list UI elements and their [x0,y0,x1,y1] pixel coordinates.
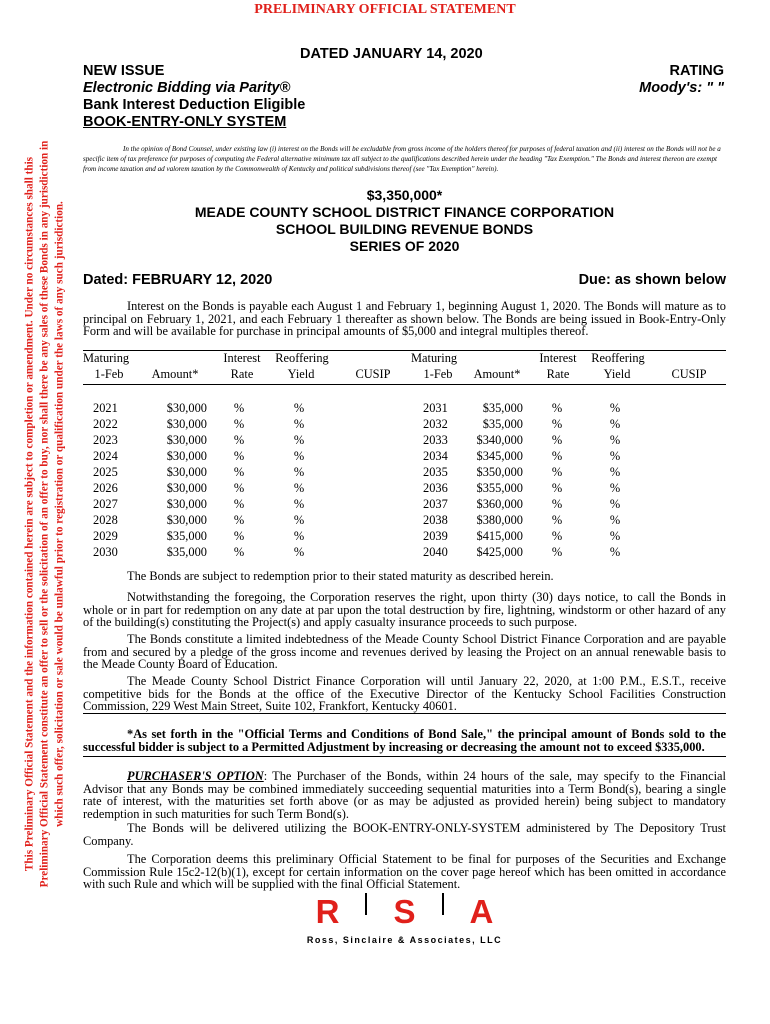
table-row [83,497,726,513]
table-cell-right-yield: % [609,545,621,559]
indebtedness-text: The Bonds constitute a limited indebtedness of the Meade County School District Finance Corporation and are payable from and secured by a pledge of the gross income and revenues derived by leasing the Project on an annual renewable basis to the Meade County Board of Education. [83,632,726,671]
table-cell-right-amount: $350,000 [476,465,523,479]
logo-letter-a: A [469,893,494,930]
table-header-bottom-cell: Yield [287,367,315,381]
notwithstanding-text: Notwithstanding the foregoing, the Corporation reserves the right, upon thirty (30) days notice, to call the Bonds in whole or in part for redemption on any date at par upon the total destruction by fire, lightning, windstorm or other hazard of any of the building(s) constituting the Project(s) and apply casualty insurance proceeds to such purpose. [83,590,726,629]
table-cell-left-year: 2026 [93,481,118,495]
purchaser-option-label: PURCHASER'S OPTION [127,769,264,783]
table-header-bottom-cell: 1-Feb [423,367,453,381]
table-header-bottom-cell: Rate [230,367,254,381]
table-cell-right-amount: $35,000 [482,417,523,431]
table-cell-right-rate: % [551,401,563,415]
table-cell-left-rate: % [233,497,245,511]
table-cell-right-yield: % [609,401,621,415]
table-header-top [83,351,726,367]
table-header-bottom-cell: 1-Feb [94,367,124,381]
table-header-bottom-cell: CUSIP [671,367,707,381]
table-cell-left-yield: % [293,465,305,479]
table-cell-left-rate: % [233,417,245,431]
table-cell-left-year: 2022 [93,417,118,431]
table-row [83,417,726,433]
table-cell-left-rate: % [233,433,245,447]
table-cell-left-yield: % [293,433,305,447]
table-header-bottom [83,367,726,385]
logo-divider-1 [365,893,367,915]
bond-name: SCHOOL BUILDING REVENUE BONDS [275,221,534,237]
table-header-bottom-cell: Yield [603,367,631,381]
table-cell-left-amount: $30,000 [166,417,207,431]
issuer-name: MEADE COUNTY SCHOOL DISTRICT FINANCE CORPORATION [194,204,615,220]
table-cell-left-year: 2030 [93,545,118,559]
table-cell-left-amount: $35,000 [166,545,207,559]
table-cell-right-amount: $415,000 [476,529,523,543]
indebtedness-paragraph [83,633,726,671]
table-cell-right-yield: % [609,497,621,511]
table-cell-right-year: 2032 [423,417,448,431]
table-cell-left-rate: % [233,465,245,479]
table-cell-left-yield: % [293,513,305,527]
table-cell-right-year: 2031 [423,401,448,415]
table-cell-right-rate: % [551,545,563,559]
table-header-bottom-cell: Rate [546,367,570,381]
moodys-rating: Moody's: " " [639,80,724,96]
adjustment-paragraph [83,728,726,753]
interest-paragraph [83,300,726,338]
table-header-top-cell: Interest [539,351,577,365]
table-cell-right-year: 2038 [423,513,448,527]
table-header-top-cell: Reoffering [275,351,329,365]
logo-letter-s: S [393,893,416,930]
table-cell-right-amount: $380,000 [476,513,523,527]
table-cell-right-year: 2039 [423,529,448,543]
principal-amount: $3,350,000* [366,187,443,203]
table-cell-right-rate: % [551,449,563,463]
table-cell-right-yield: % [609,465,621,479]
table-row [83,465,726,481]
table-cell-right-rate: % [551,417,563,431]
header-left [83,63,305,131]
table-cell-right-year: 2036 [423,481,448,495]
table-cell-right-rate: % [551,513,563,527]
final-text: The Corporation deems this preliminary Official Statement to be final for purposes of the Securities and Exchange Commission Rule 15c2-12(b)(1), except for certain information on the cover page hereof which has been omitted in accordance with such Rule and which will be supplied with the final Official Statement. [83,852,726,891]
table-header-top-cell: Interest [223,351,261,365]
book-entry-label: BOOK-ENTRY-ONLY SYSTEM [83,114,287,130]
table-cell-right-year: 2037 [423,497,448,511]
table-cell-left-yield: % [293,449,305,463]
table-cell-right-rate: % [551,433,563,447]
table-cell-left-yield: % [293,481,305,495]
final-paragraph [83,853,726,891]
table-header-top-cell: Reoffering [591,351,645,365]
table-cell-left-rate: % [233,481,245,495]
table-cell-right-amount: $345,000 [476,449,523,463]
table-header-top-cell: Maturing [83,351,130,365]
table-cell-left-yield: % [293,529,305,543]
table-cell-right-rate: % [551,481,563,495]
table-cell-right-amount: $425,000 [476,545,523,559]
maturity-table [83,350,726,561]
table-cell-right-rate: % [551,465,563,479]
table-cell-left-amount: $30,000 [166,401,207,415]
tax-opinion-text: In the opinion of Bond Counsel, under existing law (i) interest on the Bonds will be excludable from gross income of the holders thereof for purposes of federal taxation and (ii) interest on the Bonds will not be a specific item of tax preference for purposes of computing the Federal alternative minimum tax all subject to the qualifications described herein under the heading "Tax Exemption." The Bonds and interest thereon are exempt from income taxation and ad valorem taxation by the Commonwealth of Kentucky and political subdivisions thereof (see "Tax Exemption" herein). [83,145,721,173]
table-cell-left-year: 2028 [93,513,118,527]
dtc-paragraph [83,822,726,847]
table-cell-left-year: 2023 [93,433,118,447]
logo-divider-2 [442,893,444,915]
table-header-top-cell: Maturing [411,351,458,365]
table-row [83,449,726,465]
logo-letter-r: R [315,893,340,930]
table-cell-left-amount: $30,000 [166,481,207,495]
table-cell-right-rate: % [551,529,563,543]
dated-line: DATED JANUARY 14, 2020 [300,46,483,62]
dtc-text: The Bonds will be delivered utilizing the BOOK-ENTRY-ONLY-SYSTEM administered by The Depository Trust Company. [83,821,726,848]
table-cell-left-yield: % [293,545,305,559]
series-name: SERIES OF 2020 [349,238,460,254]
rsa-logo-name: Ross, Sinclaire & Associates, LLC [306,935,503,945]
table-cell-left-yield: % [293,497,305,511]
table-cell-left-rate: % [233,513,245,527]
divider-top [83,713,726,714]
table-cell-left-year: 2021 [93,401,118,415]
bidding-label: Electronic Bidding via Parity® [83,80,291,96]
rsa-logo-letters [83,893,726,931]
table-cell-left-year: 2029 [93,529,118,543]
due-date: Due: as shown below [578,272,726,288]
table-cell-left-year: 2027 [93,497,118,511]
table-cell-right-yield: % [609,529,621,543]
dated-date: Dated: FEBRUARY 12, 2020 [83,272,273,288]
table-cell-left-amount: $30,000 [166,497,207,511]
title-block [83,187,726,255]
redemption-text: The Bonds are subject to redemption prior to their stated maturity as described herein. [127,569,554,583]
table-cell-right-amount: $355,000 [476,481,523,495]
redemption-paragraph [83,570,726,583]
table-cell-left-yield: % [293,417,305,431]
table-cell-left-rate: % [233,545,245,559]
preliminary-banner: PRELIMINARY OFFICIAL STATEMENT [254,2,516,17]
bank-eligible-label: Bank Interest Deduction Eligible [83,97,306,113]
rsa-logo [83,893,726,945]
table-cell-right-year: 2040 [423,545,448,559]
sidebar-disclaimer [14,128,76,900]
table-cell-right-yield: % [609,481,621,495]
table-header-bottom-cell: CUSIP [355,367,391,381]
table-cell-right-yield: % [609,449,621,463]
table-row [83,513,726,529]
table-cell-left-rate: % [233,401,245,415]
table-cell-right-amount: $340,000 [476,433,523,447]
bids-text: The Meade County School District Finance Corporation will until January 22, 2020, at 1:00 P.M., E.S.T., receive competitive bids for the Bonds at the office of the Executive Director of the Kentucky School Facilities Construction Commission, 229 West Main Street, Suite 102, Frankfort, Kentucky 40601. [83,674,726,713]
new-issue-label: NEW ISSUE [83,63,165,79]
table-cell-left-yield: % [293,401,305,415]
table-header-bottom-cell: Amount* [473,367,521,381]
table-row [83,401,726,417]
table-cell-right-yield: % [609,417,621,431]
header-right [639,63,724,97]
purchaser-text: : The Purchaser of the Bonds, within 24 hours of the sale, may specify to the Financial Advisor that any Bonds may be combined immediately succeeding sequential maturities into a Term Bond(s), bearing a single rate of interest, with the maturities set forth above (or as may be adjusted as provided herein) being subject to mandatory redemption in such maturities for such Term Bond(s). [83,769,726,821]
bids-paragraph [83,675,726,713]
table-cell-left-amount: $30,000 [166,513,207,527]
purchaser-paragraph [83,770,726,820]
interest-paragraph-text: Interest on the Bonds is payable each August 1 and February 1, beginning August 1, 2020. The Bonds will mature as to principal on February 1, 2021, and each February 1 thereafter as shown below. The Bonds are being issued in Book-Entry-Only Form and will be available for purchase in principal amounts of $5,000 and integral multiples thereof. [83,299,726,338]
divider-bottom [83,756,726,757]
table-cell-right-amount: $35,000 [482,401,523,415]
tax-opinion-note [83,144,726,174]
table-cell-right-yield: % [609,433,621,447]
table-cell-right-rate: % [551,497,563,511]
table-cell-left-year: 2024 [93,449,118,463]
table-cell-right-year: 2034 [423,449,448,463]
rating-label: RATING [669,63,724,79]
notwithstanding-paragraph [83,591,726,629]
table-row [83,481,726,497]
table-cell-left-rate: % [233,529,245,543]
table-cell-right-amount: $360,000 [476,497,523,511]
table-cell-left-amount: $30,000 [166,449,207,463]
table-cell-left-amount: $30,000 [166,465,207,479]
table-row [83,545,726,561]
dated-due-line [83,272,726,288]
table-cell-left-amount: $35,000 [166,529,207,543]
table-cell-left-year: 2025 [93,465,118,479]
table-cell-left-rate: % [233,449,245,463]
table-row [83,529,726,545]
sidebar-disclaimer-text: This Preliminary Official Statement and the information contained herein are subject to completion or amendment. Under no circumstances shall this Preliminary Official Statement constitute an offer to sell or the solicitation of an offer to buy, nor shall there be any sales of these Bonds in any jurisdiction in which such offer, solicitation or sale would be unlawful prior to registration or qualification under the laws of any such jurisdiction. [23,140,66,888]
table-header-bottom-cell: Amount* [151,367,199,381]
table-cell-left-amount: $30,000 [166,433,207,447]
table-row [83,433,726,449]
table-cell-right-year: 2035 [423,465,448,479]
adjustment-text: *As set forth in the "Official Terms and Conditions of Bond Sale," the principal amount of Bonds sold to the successful bidder is subject to a Permitted Adjustment by increasing or decreasing the amount not to exceed $335,000. [83,727,726,754]
table-cell-right-year: 2033 [423,433,448,447]
table-cell-right-yield: % [609,513,621,527]
